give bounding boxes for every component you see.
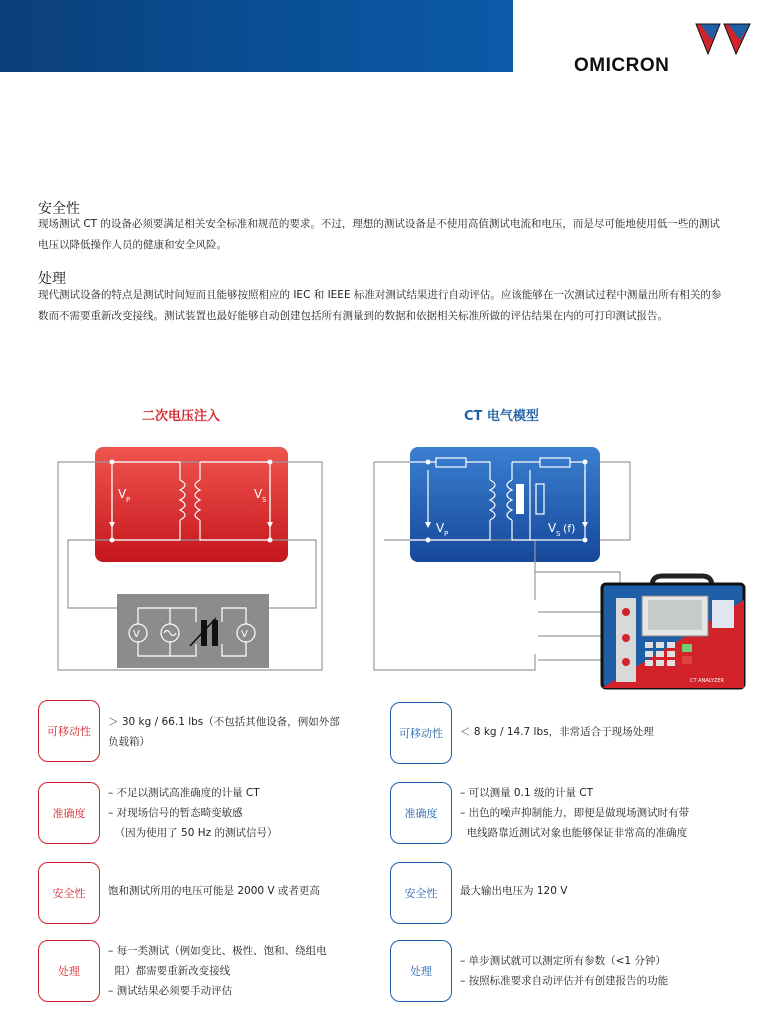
circuit-diagram [0, 395, 760, 695]
ct-analyzer-device [602, 576, 744, 688]
left-ct-box [95, 447, 288, 562]
text-line: （因为使用了 50 Hz 的测试信号） [108, 827, 278, 839]
header-banner [0, 0, 513, 72]
right-vp-label: V [436, 521, 445, 535]
text-line: – 每一类测试（例如变比、极性、饱和、绕组电 [108, 945, 327, 957]
diagram-title-left: 二次电压注入 [142, 409, 221, 424]
text-line: 阻）都需要重新改变接线 [108, 965, 231, 977]
label-accuracy-right: 准确度 [390, 782, 452, 844]
left-vs-label: V [254, 487, 263, 501]
label-safety-left: 安全性 [38, 862, 100, 924]
left-vs-sub: S [262, 496, 267, 504]
text-line: – 出色的噪声抑制能力，即便是做现场测试时有带 [460, 807, 690, 819]
device-label: CT ANALYZER [690, 678, 724, 684]
right-vs-label: V [548, 521, 557, 535]
label-handling-left: 处理 [38, 940, 100, 1002]
section-body-handling: 现代测试设备的特点是测试时间短而且能够按照相应的 IEC 和 IEEE 标准对测试结果进行自动评估。应该能够在一次测试过程中测量出所有相关的参数而不需要重新改变接线。测试装置也最好能够自动创建包括所有测量到的数据和依据相关标准所做的评估结果在内的可打印测试报告。 [38, 289, 722, 322]
section-body-safety: 现场测试 CT 的设备必须要满足相关安全标准和规范的要求。不过，理想的测试设备是不使用高值测试电流和电压，而是尽可能地使用低一些的测试电压以降低操作人员的健康和安全风险。 [38, 218, 720, 251]
text-mobility-right [460, 722, 730, 742]
section-title-handling: 处理 [38, 271, 66, 287]
text-line: – 测试结果必须要手动评估 [108, 985, 233, 997]
right-ct-box [410, 447, 600, 562]
omicron-logo [574, 20, 754, 80]
text-mobility-left [108, 712, 378, 752]
right-vp-sub: P [444, 530, 449, 538]
logo-text: OMICRON [574, 55, 670, 76]
text-line: – 单步测试就可以测定所有参数（<1 分钟） [460, 955, 666, 967]
left-meter-v1: V [133, 629, 140, 640]
text-safety-right [460, 881, 730, 901]
text-line: 负载箱） [108, 736, 150, 748]
text-line: – 不足以测试高准确度的计量 CT [108, 787, 260, 799]
right-vs-suffix: (f) [563, 522, 576, 535]
text-handling-left [108, 941, 378, 1001]
right-vs-sub: S [556, 530, 561, 538]
text-line: ＞ 30 kg / 66.1 lbs（不包括其他设备，例如外部 [108, 716, 340, 728]
text-line: – 按照标准要求自动评估并有创建报告的功能 [460, 975, 669, 987]
text-line: ＜ 8 kg / 14.7 lbs，非常适合于现场处理 [460, 726, 654, 738]
label-handling-right: 处理 [390, 940, 452, 1002]
diagram-title-right: CT 电气模型 [464, 409, 539, 424]
section-title-safety: 安全性 [38, 201, 80, 217]
left-meter-v2: V [241, 629, 248, 640]
label-safety-right: 安全性 [390, 862, 452, 924]
label-mobility-right: 可移动性 [390, 702, 452, 764]
text-line: – 对现场信号的暂态畸变敏感 [108, 807, 243, 819]
left-vp-sub: P [126, 496, 131, 504]
label-accuracy-left: 准确度 [38, 782, 100, 844]
text-line: 最大输出电压为 120 V [460, 885, 568, 897]
text-handling-right [460, 951, 730, 991]
text-safety-left [108, 881, 378, 901]
text-line: 饱和测试所用的电压可能是 2000 V 或者更高 [108, 885, 320, 897]
left-vp-label: V [118, 487, 127, 501]
text-line: 电线路靠近测试对象也能够保证非常高的准确度 [460, 827, 688, 839]
text-accuracy-right [460, 783, 740, 843]
logo-mark-icon [694, 20, 754, 56]
text-accuracy-left [108, 783, 378, 843]
label-mobility-left: 可移动性 [38, 700, 100, 762]
text-line: – 可以测量 0.1 级的计量 CT [460, 787, 594, 799]
